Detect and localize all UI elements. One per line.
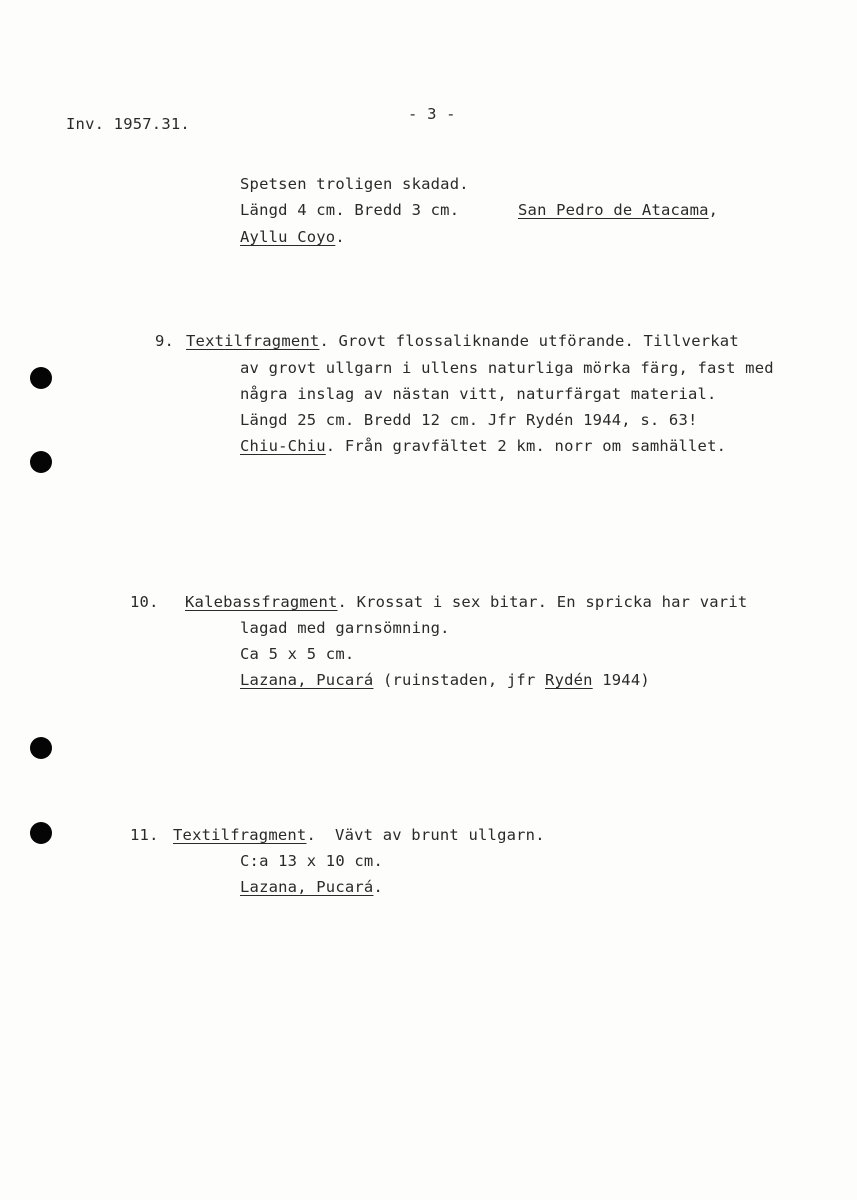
entry-description: . Krossat i sex bitar. En spricka har varit <box>337 593 748 611</box>
punch-hole <box>30 367 52 389</box>
inventory-number: Inv. 1957.31. <box>66 115 190 133</box>
punch-hole <box>30 737 52 759</box>
entry-9-number: 9. <box>155 332 175 350</box>
reference-author: Rydén <box>545 671 593 689</box>
entry-9-line-5 <box>240 436 726 456</box>
entry-10-number: 10. <box>130 593 159 611</box>
place-name: Chiu-Chiu <box>240 437 326 455</box>
entry-11-line-2: C:a 13 x 10 cm. <box>240 852 383 870</box>
place-name: Lazana, Pucará <box>240 671 374 689</box>
entry-10-line-3: Ca 5 x 5 cm. <box>240 645 355 663</box>
entry-title: Textilfragment <box>173 826 307 844</box>
entry-9-line-2: av grovt ullgarn i ullens naturliga mörka färg, fast med <box>240 359 774 377</box>
reference-year: 1944) <box>592 671 650 689</box>
entry-10-line-1 <box>185 592 747 612</box>
entry-title: Textilfragment <box>186 332 320 350</box>
punctuation: . <box>373 878 383 896</box>
punch-hole <box>30 822 52 844</box>
place-name: Ayllu Coyo <box>240 228 336 246</box>
entry-8-line-3 <box>240 227 345 247</box>
location-description: . Från gravfältet 2 km. norr om samhället. <box>325 437 727 455</box>
entry-9-line-4: Längd 25 cm. Bredd 12 cm. Jfr Rydén 1944, s. 63! <box>240 411 698 429</box>
entry-11-line-1 <box>173 825 545 845</box>
entry-8-line-1: Spetsen troligen skadad. <box>240 175 469 193</box>
entry-description: . Grovt flossaliknande utförande. Tillverkat <box>319 332 739 350</box>
entry-10-line-2: lagad med garnsömning. <box>240 619 450 637</box>
entry-11-line-3 <box>240 877 383 897</box>
place-name: San Pedro de Atacama <box>518 201 709 219</box>
entry-title: Kalebassfragment <box>185 593 338 611</box>
location-note: (ruinstaden, jfr <box>373 671 546 689</box>
measurement-text: Längd 4 cm. Bredd 3 cm. <box>240 201 460 219</box>
punch-hole <box>30 451 52 473</box>
entry-8-line-2 <box>240 200 459 220</box>
entry-description: . Vävt av brunt ullgarn. <box>306 826 545 844</box>
entry-11-number: 11. <box>130 826 159 844</box>
entry-8-location <box>518 200 718 220</box>
page-number: - 3 - <box>408 105 456 123</box>
entry-10-line-4 <box>240 670 650 690</box>
entry-9-line-3: några inslag av nästan vitt, naturfärgat material. <box>240 385 717 403</box>
entry-9-line-1 <box>186 331 739 351</box>
punctuation: . <box>335 228 345 246</box>
punctuation: , <box>708 201 719 219</box>
place-name: Lazana, Pucará <box>240 878 374 896</box>
